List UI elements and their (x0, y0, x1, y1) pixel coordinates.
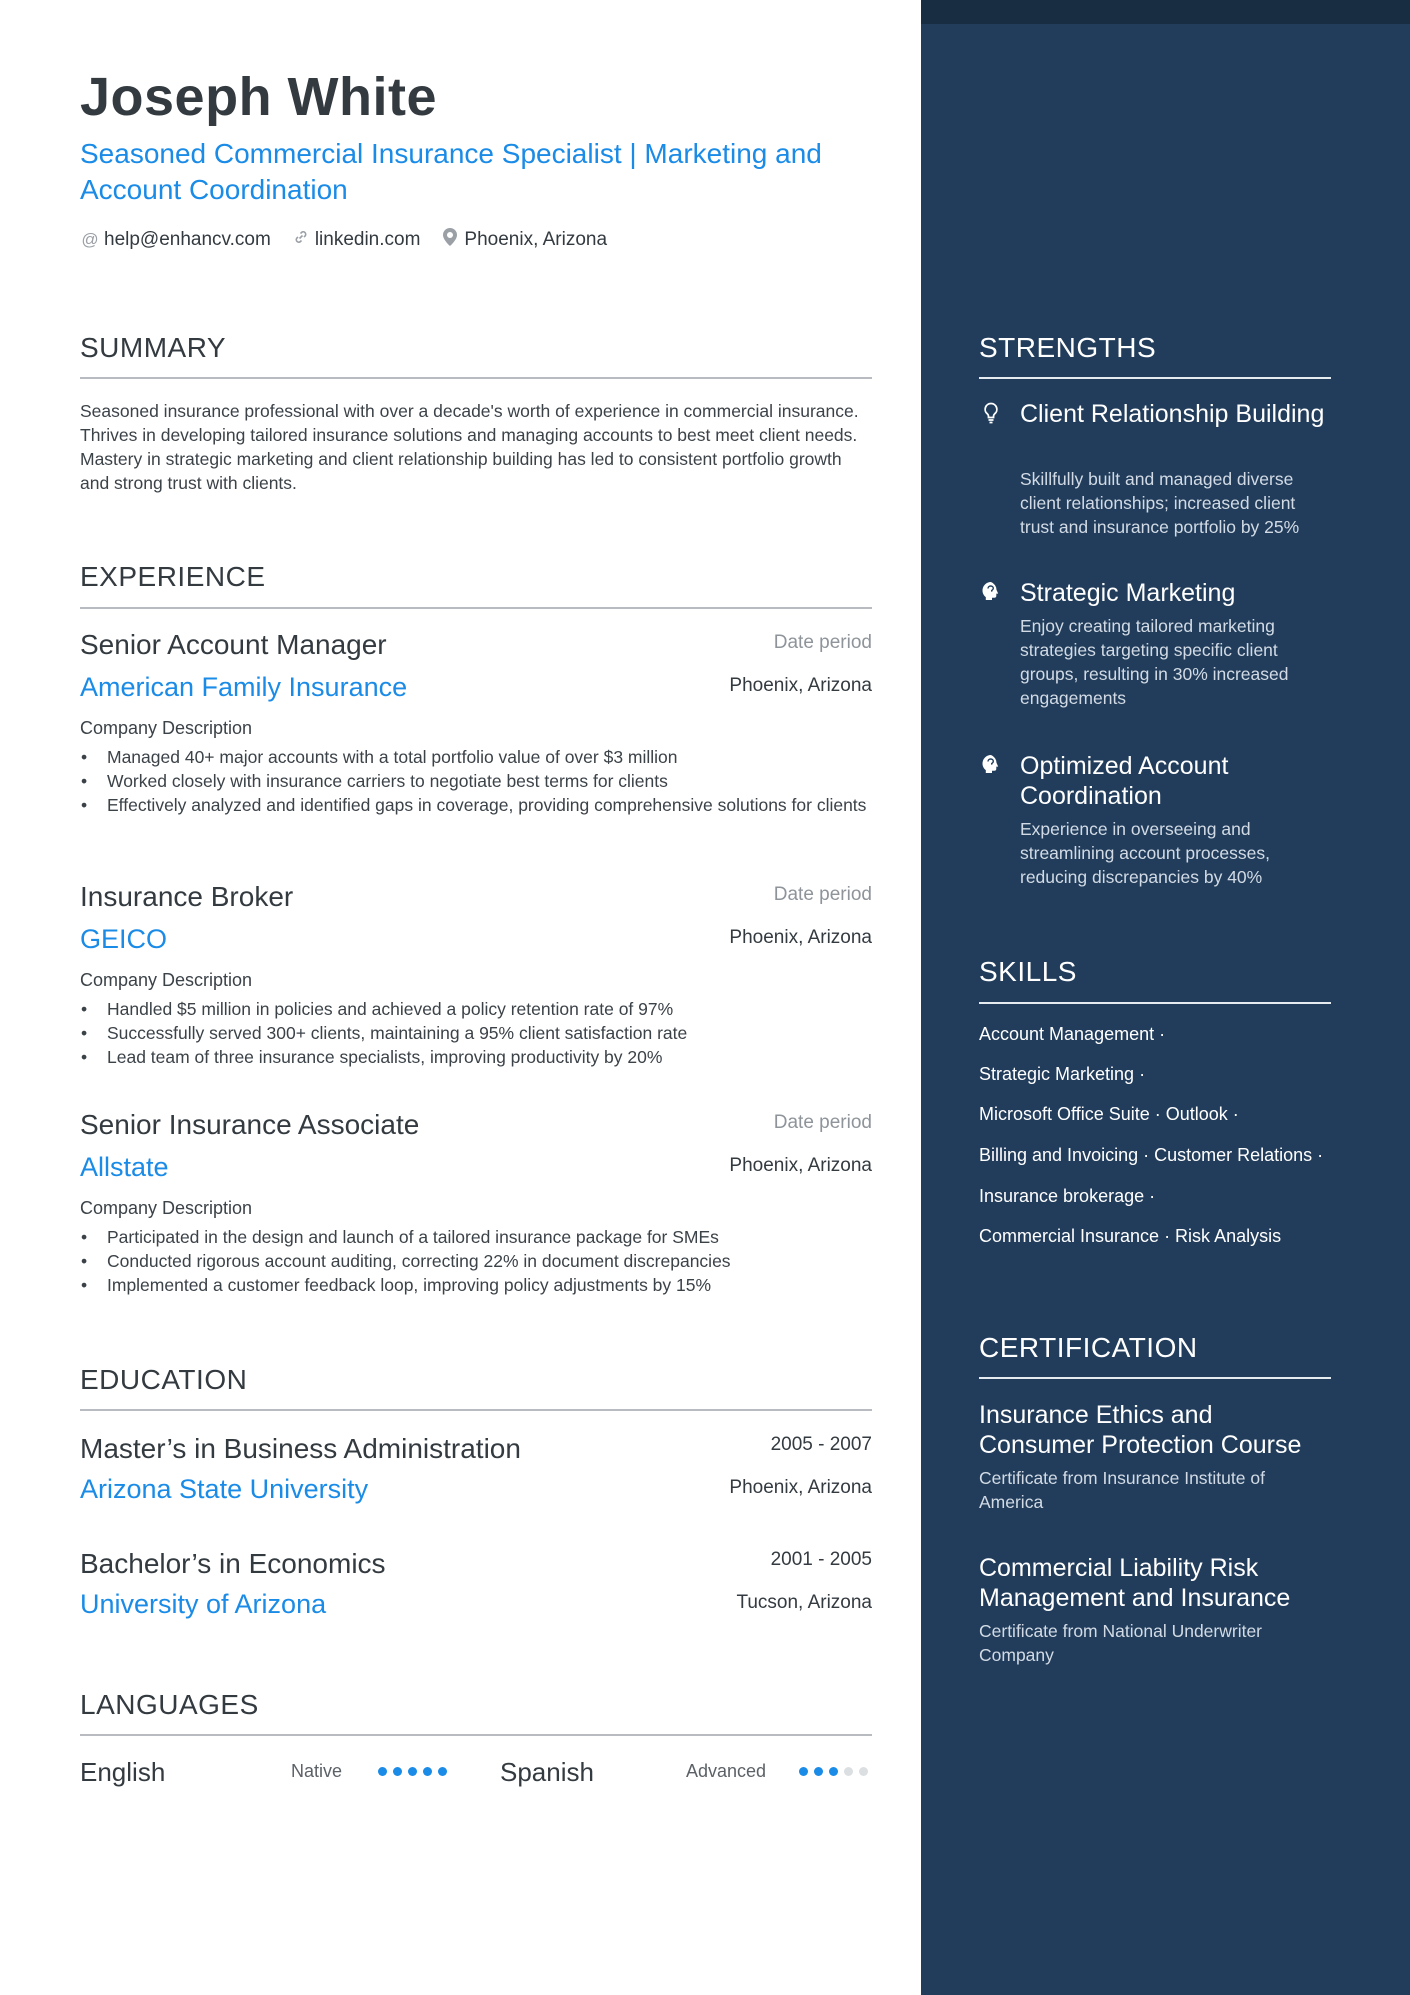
at-icon: @ (81, 229, 99, 249)
list-item: • Effectively analyzed and identified gaps in coverage, providing comprehensive solutions for clients (80, 793, 872, 817)
skill-line: Commercial Insurance · Risk Analysis (979, 1226, 1282, 1246)
education-dates: 2005 - 2007 (770, 1434, 872, 1455)
languages-divider (80, 1734, 872, 1736)
job-company: GEICO (80, 924, 168, 954)
location-pin-icon (440, 228, 460, 251)
education-title: EDUCATION (80, 1364, 248, 1395)
rating-dot (438, 1767, 447, 1776)
company-description: Company Description (80, 970, 253, 990)
language-name: Spanish (500, 1757, 594, 1787)
language-name: English (80, 1757, 166, 1787)
company-description: Company Description (80, 718, 253, 738)
job-location: Phoenix, Arizona (729, 1155, 872, 1176)
brain-icon (979, 581, 1003, 605)
job-location: Phoenix, Arizona (729, 927, 872, 948)
skills-divider (979, 1002, 1331, 1004)
degree-title: Master’s in Business Administration (80, 1433, 521, 1464)
rating-dot (408, 1767, 417, 1776)
job-bullets (80, 1225, 872, 1297)
sidebar (921, 0, 1410, 1995)
list-item: • Managed 40+ major accounts with a total portfolio value of over $3 million (80, 745, 872, 769)
headline: Seasoned Commercial Insurance Specialist | Marketing and Account Coordination (80, 138, 822, 205)
language-level: Advanced (686, 1761, 767, 1781)
list-item: • Implemented a customer feedback loop, improving policy adjustments by 15% (80, 1273, 872, 1297)
rating-dot (378, 1767, 387, 1776)
school-location: Phoenix, Arizona (729, 1477, 872, 1498)
sidebar-content (921, 0, 1410, 1995)
rating-dot (844, 1767, 853, 1776)
skill-line: Microsoft Office Suite · Outlook · (979, 1104, 1239, 1124)
school-name: Arizona State University (80, 1474, 369, 1504)
rating-dot (829, 1767, 838, 1776)
skill-line: Billing and Invoicing · Customer Relations · (979, 1145, 1324, 1165)
job-title: Senior Insurance Associate (80, 1109, 420, 1140)
certificate-issuer: Certificate from Insurance Institute of America (979, 1468, 1265, 1512)
skills-title: SKILLS (979, 956, 1077, 987)
list-item: • Lead team of three insurance specialists, improving productivity by 20% (80, 1045, 872, 1069)
candidate-name: Joseph White (80, 67, 438, 127)
job-date: Date period (773, 884, 872, 905)
job-location: Phoenix, Arizona (729, 675, 872, 696)
job-company: Allstate (80, 1152, 169, 1182)
list-item: • Participated in the design and launch of a tailored insurance package for SMEs (80, 1225, 872, 1249)
linkedin-text: linkedin.com (314, 228, 421, 250)
list-item: • Conducted rigorous account auditing, correcting 22% in document discrepancies (80, 1249, 872, 1273)
list-item: • Handled $5 million in policies and achieved a policy retention rate of 97% (80, 997, 872, 1021)
contact-row (80, 228, 607, 251)
summary-title: SUMMARY (80, 332, 227, 363)
certificate-issuer: Certificate from National Underwriter Company (979, 1621, 1263, 1665)
strength-description: Enjoy creating tailored marketing strategies targeting specific client groups, resulting in 30% increased engagements (1020, 616, 1289, 708)
rating-dot (393, 1767, 402, 1776)
list-item: • Successfully served 300+ clients, maintaining a 95% client satisfaction rate (80, 1021, 872, 1045)
brain-icon (979, 754, 1003, 778)
lightbulb-icon (979, 402, 1003, 426)
rating-dot (799, 1767, 808, 1776)
job-title: Senior Account Manager (80, 629, 387, 660)
language-rating (799, 1767, 868, 1776)
job-date: Date period (773, 1112, 872, 1133)
job-title: Insurance Broker (80, 881, 294, 912)
contact-email[interactable] (80, 228, 271, 251)
contact-location (440, 228, 607, 251)
education-dates: 2001 - 2005 (770, 1549, 872, 1570)
job-company: American Family Insurance (80, 672, 408, 702)
education-divider (80, 1409, 872, 1411)
job-bullets (80, 745, 872, 817)
degree-title: Bachelor’s in Economics (80, 1548, 386, 1579)
languages-title: LANGUAGES (80, 1689, 259, 1720)
skill-line: Strategic Marketing · (979, 1064, 1146, 1084)
certificate-title: Insurance Ethics and Consumer Protection Course (979, 1401, 1302, 1459)
language-rating (378, 1767, 447, 1776)
strength-title: Optimized Account Coordination (1020, 752, 1229, 810)
company-description: Company Description (80, 1198, 253, 1218)
list-item: • Worked closely with insurance carriers to negotiate best terms for clients (80, 769, 872, 793)
summary-text: Seasoned insurance professional with over a decade's worth of experience in commercial insurance. Thrives in developing tailored insurance solutions and managing accounts to best meet client needs. Mastery in strategic marketing and client relationship building has led to consistent portfolio growth and strong trust with clients. (80, 401, 859, 493)
link-icon (291, 229, 311, 250)
certification-divider (979, 1377, 1331, 1379)
summary-divider (80, 377, 872, 379)
strengths-title: STRENGTHS (979, 332, 1157, 363)
contact-linkedin[interactable] (291, 228, 421, 251)
rating-dot (814, 1767, 823, 1776)
language-level: Native (291, 1761, 343, 1781)
rating-dot (423, 1767, 432, 1776)
email-text: help@enhancv.com (104, 228, 271, 250)
strengths-divider (979, 377, 1331, 379)
skill-line: Insurance brokerage · (979, 1186, 1156, 1206)
certificate-title: Commercial Liability Risk Management and Insurance (979, 1554, 1291, 1612)
strength-title: Strategic Marketing (1020, 579, 1236, 607)
certification-title: CERTIFICATION (979, 1332, 1198, 1363)
rating-dot (859, 1767, 868, 1776)
experience-title: EXPERIENCE (80, 561, 266, 592)
strength-title: Client Relationship Building (1020, 400, 1325, 428)
school-name: University of Arizona (80, 1589, 327, 1619)
strength-description: Experience in overseeing and streamlining account processes, reducing discrepancies by 40% (1020, 819, 1270, 887)
skill-line: Account Management · (979, 1024, 1166, 1044)
job-date: Date period (773, 632, 872, 653)
job-bullets (80, 997, 872, 1069)
strength-description: Skillfully built and managed diverse client relationships; increased client trust and insurance portfolio by 25% (1020, 469, 1300, 537)
location-text: Phoenix, Arizona (464, 228, 608, 250)
experience-divider (80, 607, 872, 609)
school-location: Tucson, Arizona (736, 1592, 872, 1613)
